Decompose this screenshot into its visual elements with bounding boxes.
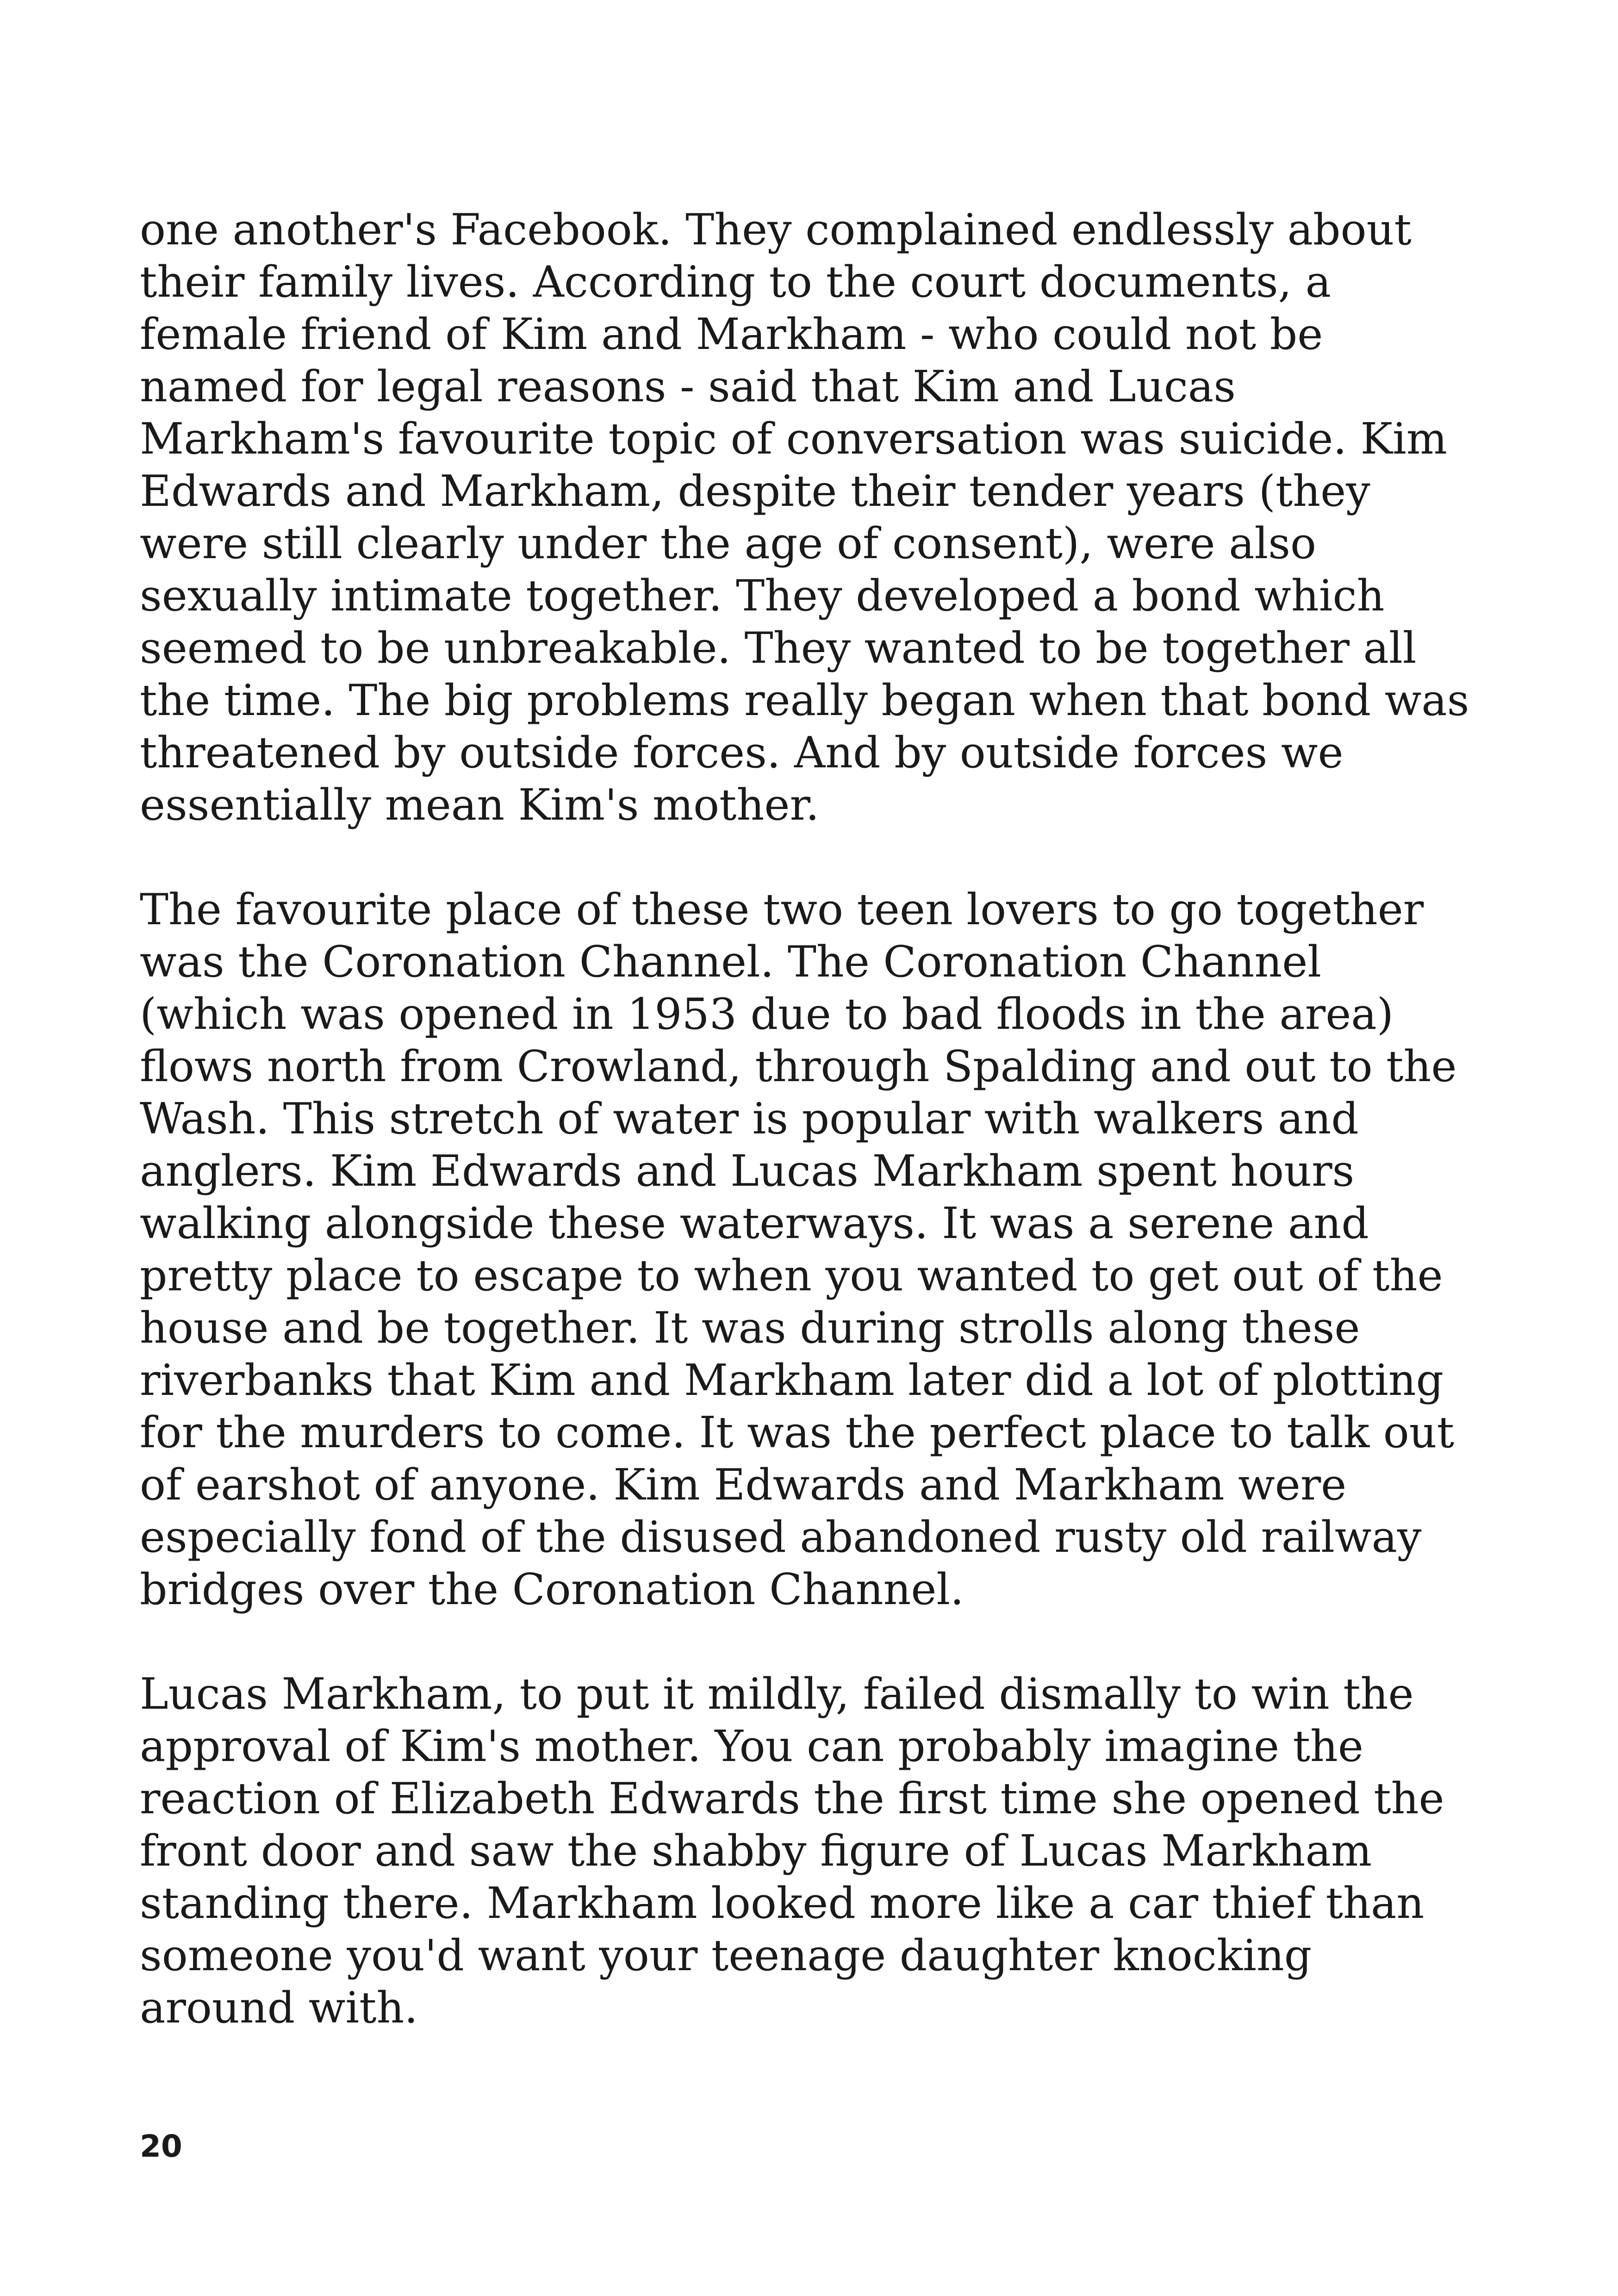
text-line: for the murders to come. It was the perfect place to talk out [140, 1407, 1454, 1457]
text-line: reaction of Elizabeth Edwards the first time she opened the [140, 1773, 1444, 1823]
text-line: the time. The big problems really began when that bond was [140, 675, 1469, 725]
text-line: Markham's favourite topic of conversation was suicide. Kim [140, 414, 1447, 464]
text-line: around with. [140, 1983, 418, 2033]
text-line: essentially mean Kim's mother. [140, 780, 820, 830]
paragraph-1 [140, 204, 1469, 831]
page-number: 20 [140, 2128, 182, 2164]
paragraph-2 [140, 884, 1457, 1616]
text-line: threatened by outside forces. And by outside forces we [140, 728, 1344, 778]
text-line: were still clearly under the age of consent), were also [140, 518, 1317, 568]
text-line: sexually intimate together. They developed a bond which [140, 571, 1385, 621]
text-line: pretty place to escape to when you wanted to get out of the [140, 1251, 1443, 1300]
text-line: of earshot of anyone. Kim Edwards and Markham were [140, 1460, 1347, 1510]
text-line: female friend of Kim and Markham - who could not be [140, 309, 1323, 359]
text-line: front door and saw the shabby figure of Lucas Markham [140, 1826, 1372, 1876]
text-line: flows north from Crowland, through Spalding and out to the [140, 1041, 1457, 1091]
text-line: seemed to be unbreakable. They wanted to be together all [140, 623, 1417, 673]
text-line: anglers. Kim Edwards and Lucas Markham spent hours [140, 1146, 1355, 1196]
text-line: Edwards and Markham, despite their tender years (they [140, 466, 1370, 516]
text-line: named for legal reasons - said that Kim and Lucas [140, 361, 1236, 411]
text-line: walking alongside these waterways. It was a serene and [140, 1198, 1369, 1248]
text-line: someone you'd want your teenage daughter knocking [140, 1930, 1312, 1980]
body-text [140, 204, 1469, 2086]
text-line: Wash. This stretch of water is popular with walkers and [140, 1094, 1359, 1144]
text-line: their family lives. According to the court documents, a [140, 257, 1332, 307]
text-line: (which was opened in 1953 due to bad floods in the area) [140, 989, 1394, 1039]
text-line: riverbanks that Kim and Markham later did a lot of plotting [140, 1355, 1444, 1405]
text-line: Lucas Markham, to put it mildly, failed dismally to win the [140, 1669, 1414, 1719]
text-line: standing there. Markham looked more like a car thief than [140, 1878, 1425, 1928]
text-line: The favourite place of these two teen lovers to go together [140, 884, 1424, 934]
text-line: was the Coronation Channel. The Coronation Channel [140, 937, 1322, 987]
text-line: approval of Kim's mother. You can probably imagine the [140, 1721, 1363, 1771]
paragraph-3 [140, 1668, 1444, 2034]
text-line: especially fond of the disused abandoned rusty old railway [140, 1512, 1422, 1562]
text-line: one another's Facebook. They complained endlessly about [140, 205, 1412, 255]
text-line: house and be together. It was during strolls along these [140, 1303, 1360, 1353]
text-line: bridges over the Coronation Channel. [140, 1564, 964, 1614]
